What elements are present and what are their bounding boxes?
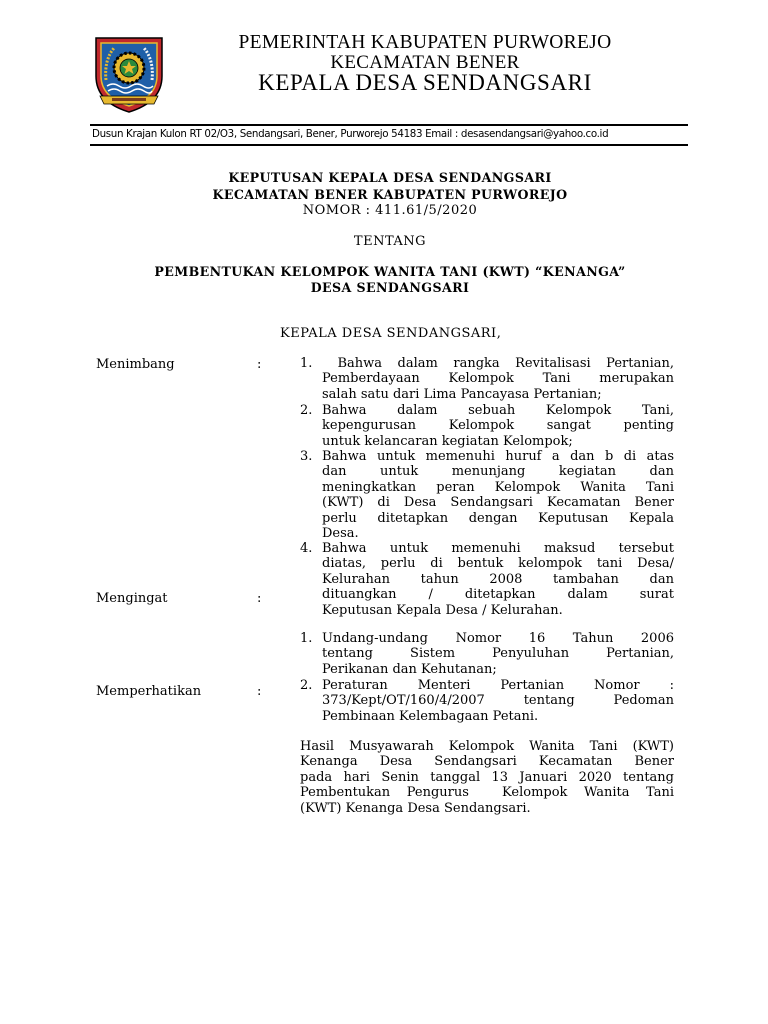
letterhead-village-head: KEPALA DESA SENDANGSARI — [258, 70, 592, 95]
decree-title: KEPUTUSAN KEPALA DESA SENDANGSARI — [228, 170, 552, 185]
letterhead-regency: PEMERINTAH KABUPATEN PURWOREJO — [238, 32, 612, 53]
item-line: Bahwa untuk memenuhi huruf a dan b di atas — [322, 449, 674, 464]
mengingat-item-2 — [300, 678, 674, 724]
decree-subject-line2: DESA SENDANGSARI — [310, 280, 470, 295]
item-number: 2. — [300, 678, 313, 693]
item-line: diatas, perlu di bentuk kelompok tani Desa/ — [322, 556, 674, 572]
mengingat-colon: : — [257, 591, 262, 606]
letterhead-district: KECAMATAN BENER — [330, 52, 520, 73]
memperhatikan-text — [300, 739, 674, 816]
menimbang-item-1 — [300, 356, 674, 402]
menimbang-label: Menimbang — [96, 357, 175, 372]
item-line: Bahwa dalam sebuah Kelompok Tani, — [322, 403, 674, 418]
para-line: Pembentukan Pengurus Kelompok Wanita Tani — [300, 785, 674, 801]
item-line: 373/Kept/OT/160/4/2007 tentang Pedoman — [322, 693, 674, 709]
letterhead-address: Dusun Krajan Kulon RT 02/O3, Sendangsari, Bener, Purworejo 54183 Email : desasendangsari@yahoo.co.id — [92, 128, 609, 140]
decree-subtitle: KECAMATAN BENER KABUPATEN PURWOREJO — [212, 187, 568, 202]
decree-issuer: KEPALA DESA SENDANGSARI, — [280, 326, 502, 341]
menimbang-item-3 — [300, 449, 674, 541]
item-line: Kelurahan tahun 2008 tambahan dan — [322, 571, 674, 587]
item-line: Undang-undang Nomor 16 Tahun 2006 — [322, 631, 674, 646]
item-number: 1. — [300, 356, 313, 371]
memperhatikan-label: Memperhatikan — [96, 684, 202, 699]
item-number: 2. — [300, 403, 313, 418]
mengingat-label: Mengingat — [96, 591, 168, 606]
item-line: salah satu dari Lima Pancayasa Pertanian; — [322, 386, 602, 402]
mengingat-item-1 — [300, 631, 674, 677]
menimbang-item-4 — [300, 541, 674, 618]
item-line: dan untuk menunjang kegiatan dan — [322, 464, 674, 480]
item-line: dituangkan / ditetapkan dalam surat — [322, 587, 674, 603]
memperhatikan-colon: : — [257, 684, 262, 699]
decree-subject-line1: PEMBENTUKAN KELOMPOK WANITA TANI (KWT) “KENANGA” — [154, 264, 626, 279]
item-line: kepengurusan Kelompok sangat penting — [322, 418, 674, 434]
para-line: Kenanga Desa Sendangsari Kecamatan Bener — [300, 754, 674, 770]
item-line: Desa. — [322, 526, 359, 542]
item-line: Perikanan dan Kehutanan; — [322, 661, 497, 677]
item-line: Bahwa untuk memenuhi maksud tersebut — [322, 541, 674, 556]
letterhead-divider-thin — [90, 144, 688, 146]
item-number: 3. — [300, 449, 313, 464]
para-line: Hasil Musyawarah Kelompok Wanita Tani (KWT) — [300, 739, 674, 754]
item-line: meningkatkan peran Kelompok Wanita Tani — [322, 479, 674, 495]
item-line: perlu ditetapkan dengan Keputusan Kepala — [322, 510, 674, 526]
item-number: 1. — [300, 631, 313, 646]
item-number: 4. — [300, 541, 313, 556]
regency-emblem-icon — [90, 30, 168, 114]
item-line: Pemberdayaan Kelompok Tani merupakan — [322, 371, 674, 387]
menimbang-item-2 — [300, 403, 674, 449]
decree-number: NOMOR : 411.61/5/2020 — [302, 203, 478, 218]
item-line: Pembinaan Kelembagaan Petani. — [322, 708, 539, 724]
item-line: Bahwa dalam rangka Revitalisasi Pertanian, — [322, 356, 674, 371]
item-line: tentang Sistem Penyuluhan Pertanian, — [322, 646, 674, 662]
para-line: (KWT) Kenanga Desa Sendangsari. — [300, 800, 531, 816]
decree-about: TENTANG — [353, 234, 427, 249]
item-line: (KWT) di Desa Sendangsari Kecamatan Bener — [322, 495, 674, 511]
para-line: pada hari Senin tanggal 13 Januari 2020 tentang — [300, 769, 674, 785]
item-line: untuk kelancaran kegiatan Kelompok; — [322, 433, 573, 449]
item-line: Keputusan Kepala Desa / Kelurahan. — [322, 602, 563, 618]
letterhead-divider-thick — [90, 124, 688, 126]
item-line: Peraturan Menteri Pertanian Nomor : — [322, 678, 674, 693]
menimbang-colon: : — [257, 357, 262, 372]
